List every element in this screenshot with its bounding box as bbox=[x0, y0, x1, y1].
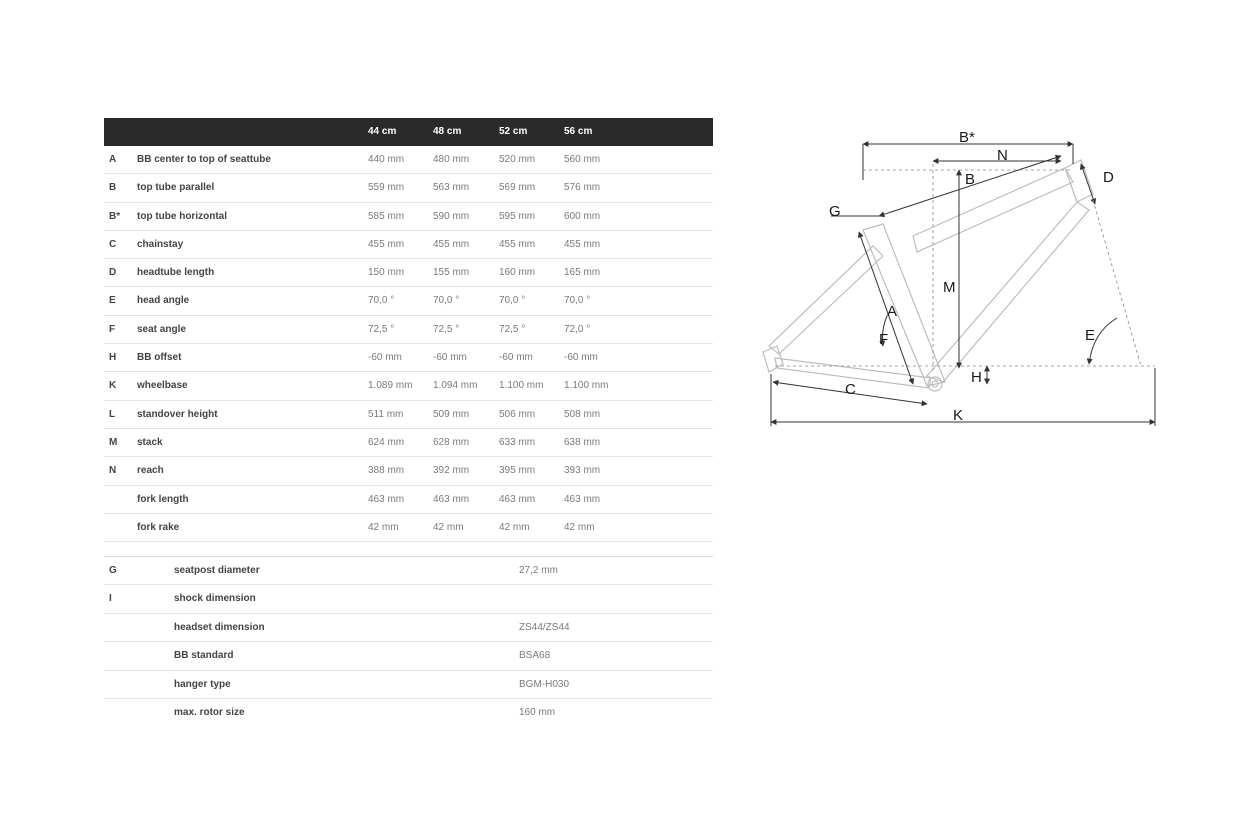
geometry-table bbox=[104, 118, 713, 542]
row-value: 638 mm bbox=[564, 436, 601, 448]
spec-code: I bbox=[109, 593, 112, 605]
row-value: 569 mm bbox=[499, 182, 536, 194]
row-code: B bbox=[109, 182, 117, 194]
label-d: D bbox=[1103, 169, 1114, 186]
row-value: -60 mm bbox=[368, 352, 402, 364]
table-row bbox=[104, 174, 713, 202]
row-name: chainstay bbox=[137, 238, 184, 250]
label-g: G bbox=[829, 203, 841, 220]
label-e: E bbox=[1085, 327, 1096, 344]
spec-row bbox=[104, 614, 713, 642]
dimension-lines bbox=[771, 144, 1155, 426]
table-row bbox=[104, 429, 713, 457]
row-value: 72,5 ° bbox=[433, 323, 460, 335]
row-value: 1.094 mm bbox=[433, 380, 478, 392]
frame-outline bbox=[763, 160, 1096, 391]
row-value: -60 mm bbox=[433, 352, 467, 364]
row-value: 463 mm bbox=[433, 493, 470, 505]
spec-row bbox=[104, 642, 713, 670]
row-value: 72,0 ° bbox=[564, 323, 591, 335]
row-value: 42 mm bbox=[433, 521, 464, 533]
spec-value: 160 mm bbox=[519, 706, 556, 718]
spec-name: BB standard bbox=[174, 650, 234, 662]
row-value: 511 mm bbox=[368, 408, 404, 420]
label-m: M bbox=[943, 279, 956, 296]
row-value: 165 mm bbox=[564, 267, 601, 279]
row-value: 600 mm bbox=[564, 210, 601, 222]
row-value: 559 mm bbox=[368, 182, 405, 194]
row-value: 42 mm bbox=[499, 521, 530, 533]
spec-row bbox=[104, 585, 713, 613]
row-value: 160 mm bbox=[499, 267, 536, 279]
spec-row bbox=[104, 699, 713, 727]
label-b: B bbox=[965, 171, 976, 188]
row-value: 509 mm bbox=[433, 408, 470, 420]
row-value: 455 mm bbox=[433, 238, 470, 250]
table-row bbox=[104, 372, 713, 400]
row-code: H bbox=[109, 352, 117, 364]
spec-name: max. rotor size bbox=[174, 706, 245, 718]
row-name: stack bbox=[137, 436, 163, 448]
row-value: 1.100 mm bbox=[499, 380, 544, 392]
row-value: 42 mm bbox=[368, 521, 399, 533]
row-value: 633 mm bbox=[499, 436, 536, 448]
row-code: A bbox=[109, 154, 117, 165]
row-value: 70,0 ° bbox=[368, 295, 395, 307]
row-name: head angle bbox=[137, 295, 190, 307]
label-f: F bbox=[879, 331, 889, 348]
spec-name: hanger type bbox=[174, 678, 231, 690]
label-c: C bbox=[845, 381, 856, 398]
row-code: L bbox=[109, 408, 116, 420]
row-value: -60 mm bbox=[564, 352, 598, 364]
row-value: 563 mm bbox=[433, 182, 470, 194]
row-code: E bbox=[109, 295, 116, 307]
row-value: 455 mm bbox=[499, 238, 536, 250]
spec-row bbox=[104, 557, 713, 585]
table-row bbox=[104, 146, 713, 174]
row-value: 520 mm bbox=[499, 154, 536, 165]
row-value: 628 mm bbox=[433, 436, 470, 448]
row-value: 455 mm bbox=[564, 238, 601, 250]
row-value: 480 mm bbox=[433, 154, 470, 165]
row-value: -60 mm bbox=[499, 352, 533, 364]
row-code: B* bbox=[109, 210, 121, 222]
specs-table bbox=[104, 556, 713, 727]
row-value: 150 mm bbox=[368, 267, 405, 279]
row-value: 42 mm bbox=[564, 521, 595, 533]
row-name: BB center to top of seattube bbox=[137, 154, 271, 165]
row-name: reach bbox=[137, 465, 164, 477]
row-code: D bbox=[109, 267, 117, 279]
table-row bbox=[104, 231, 713, 259]
label-bstar: B* bbox=[959, 129, 975, 146]
label-k: K bbox=[953, 407, 964, 424]
row-code: K bbox=[109, 380, 117, 392]
row-value: 624 mm bbox=[368, 436, 405, 448]
spec-value: BGM-H030 bbox=[519, 678, 570, 690]
spec-name: seatpost diameter bbox=[174, 565, 260, 576]
row-code: F bbox=[109, 323, 116, 335]
table-row bbox=[104, 401, 713, 429]
table-header-row bbox=[104, 118, 713, 146]
row-value: 392 mm bbox=[433, 465, 470, 477]
row-value: 585 mm bbox=[368, 210, 405, 222]
row-value: 463 mm bbox=[564, 493, 601, 505]
table-row bbox=[104, 486, 713, 514]
row-value: 440 mm bbox=[368, 154, 405, 165]
row-code: M bbox=[109, 436, 118, 448]
row-name: fork rake bbox=[137, 521, 180, 533]
row-code: C bbox=[109, 238, 117, 250]
row-value: 1.089 mm bbox=[368, 380, 413, 392]
row-value: 506 mm bbox=[499, 408, 536, 420]
row-value: 455 mm bbox=[368, 238, 405, 250]
table-row bbox=[104, 457, 713, 485]
frame-geometry-diagram bbox=[755, 120, 1165, 440]
table-row bbox=[104, 316, 713, 344]
table-row bbox=[104, 514, 713, 542]
label-n: N bbox=[997, 147, 1008, 164]
row-name: wheelbase bbox=[137, 380, 188, 392]
row-value: 70,0 ° bbox=[433, 295, 460, 307]
label-h: H bbox=[971, 369, 982, 386]
dimension-labels bbox=[829, 129, 1114, 424]
row-name: seat angle bbox=[137, 323, 186, 335]
row-value: 463 mm bbox=[368, 493, 405, 505]
spec-value: 27,2 mm bbox=[519, 565, 558, 576]
table-row bbox=[104, 344, 713, 372]
spec-value: BSA68 bbox=[519, 650, 551, 662]
table-row bbox=[104, 203, 713, 231]
spec-name: headset dimension bbox=[174, 621, 265, 633]
row-value: 70,0 ° bbox=[564, 295, 591, 307]
row-value: 463 mm bbox=[499, 493, 536, 505]
header-size-48: 48 cm bbox=[433, 126, 462, 137]
row-value: 508 mm bbox=[564, 408, 601, 420]
row-value: 590 mm bbox=[433, 210, 470, 222]
reference-lines bbox=[775, 164, 1155, 370]
table-row bbox=[104, 259, 713, 287]
row-value: 1.100 mm bbox=[564, 380, 609, 392]
row-value: 72,5 ° bbox=[499, 323, 526, 335]
row-value: 72,5 ° bbox=[368, 323, 395, 335]
row-value: 70,0 ° bbox=[499, 295, 526, 307]
spec-row bbox=[104, 671, 713, 699]
row-value: 576 mm bbox=[564, 182, 601, 194]
row-name: top tube horizontal bbox=[137, 210, 227, 222]
row-value: 388 mm bbox=[368, 465, 405, 477]
row-value: 155 mm bbox=[433, 267, 470, 279]
row-code: N bbox=[109, 465, 117, 477]
row-name: top tube parallel bbox=[137, 182, 215, 194]
spec-code: G bbox=[109, 565, 117, 576]
header-size-44: 44 cm bbox=[368, 126, 397, 137]
table-row bbox=[104, 287, 713, 315]
spec-value: ZS44/ZS44 bbox=[519, 621, 570, 633]
row-name: headtube length bbox=[137, 267, 215, 279]
row-value: 395 mm bbox=[499, 465, 536, 477]
header-size-52: 52 cm bbox=[499, 126, 528, 137]
row-value: 595 mm bbox=[499, 210, 536, 222]
row-name: standover height bbox=[137, 408, 218, 420]
row-value: 393 mm bbox=[564, 465, 601, 477]
row-name: BB offset bbox=[137, 352, 182, 364]
row-name: fork length bbox=[137, 493, 189, 505]
header-size-56: 56 cm bbox=[564, 126, 593, 137]
row-value: 560 mm bbox=[564, 154, 601, 165]
label-a: A bbox=[887, 303, 898, 320]
spec-name: shock dimension bbox=[174, 593, 256, 605]
